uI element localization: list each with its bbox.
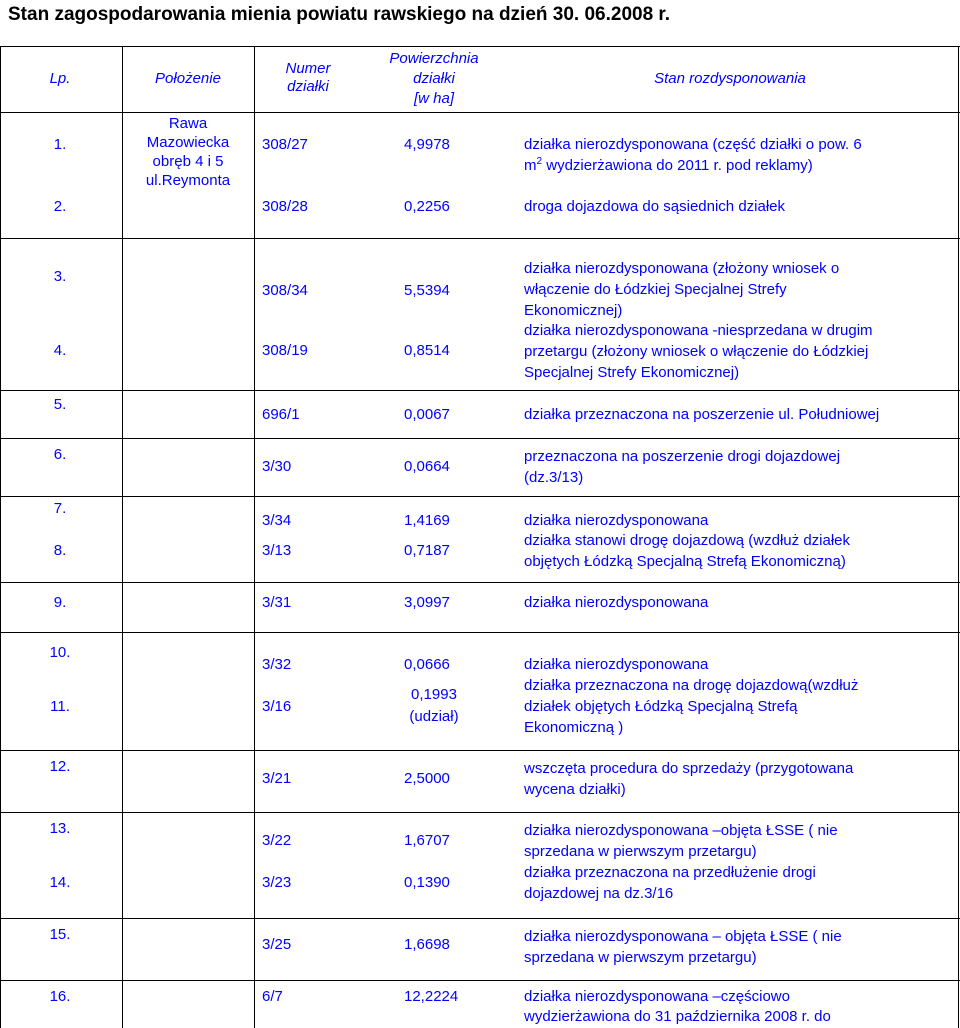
row-desc-line1: droga dojazdowa do sąsiednich działek: [524, 198, 786, 215]
row-desc-line1: wszczęta procedura do sprzedaży (przygotowana: [524, 760, 854, 777]
row-lp: 9.: [53, 594, 67, 611]
row-area: 4,9978: [404, 136, 450, 153]
row-desc-line1: działka nierozdysponowana (część działki o pow. 6: [524, 136, 862, 153]
row-desc-line2: przetargu (złożony wniosek o włączenie do Łódzkiej: [524, 343, 869, 360]
table-border-left: [0, 46, 1, 1028]
table-border-right: [958, 46, 959, 1028]
row-divider: [0, 390, 960, 391]
row-numer: 696/1: [262, 406, 300, 423]
row-numer: 3/22: [262, 832, 292, 849]
location-line4: ul.Reymonta: [145, 172, 231, 189]
table-border-top: [0, 46, 960, 47]
header-numer-line2: działki: [287, 78, 329, 95]
row-divider: [0, 438, 960, 439]
row-lp: 16.: [49, 988, 71, 1005]
row-desc-line1: działka nierozdysponowana – objęta ŁSSE ( nie: [524, 928, 842, 945]
row-lp: 2.: [53, 198, 67, 215]
row-desc-line1: działka stanowi drogę dojazdową (wzdłuż działek: [524, 532, 851, 549]
row-area: 1,6698: [404, 936, 450, 953]
row-divider: [0, 112, 960, 113]
header-pow-line3: [w ha]: [413, 90, 455, 107]
row-lp: 3.: [53, 268, 67, 285]
row-desc-line2: sprzedana w pierwszym przetargu): [524, 843, 757, 860]
row-lp: 12.: [49, 758, 71, 775]
row-area: 0,7187: [404, 542, 450, 559]
row-desc-line2: (dz.3/13): [524, 469, 584, 486]
row-numer: 308/19: [262, 342, 308, 359]
row-area: 0,1390: [404, 874, 450, 891]
row-desc-line2: sprzedana w pierwszym przetargu): [524, 949, 757, 966]
row-numer: 3/30: [262, 458, 292, 475]
header-pow-line2: działki: [413, 70, 455, 87]
row-lp: 6.: [53, 446, 67, 463]
row-desc-line1: działka nierozdysponowana –częściowo: [524, 988, 790, 1005]
row-numer: 3/21: [262, 770, 292, 787]
row-desc-line1: działka nierozdysponowana –objęta ŁSSE ( nie: [524, 822, 838, 839]
row-lp: 4.: [53, 342, 67, 359]
row-numer: 308/27: [262, 136, 308, 153]
row-lp: 8.: [53, 542, 67, 559]
row-area-note: (udział): [409, 708, 459, 725]
row-desc-line2: objętych Łódzką Specjalną Strefą Ekonomiczną): [524, 553, 846, 570]
row-desc-line1: działka nierozdysponowana (złożony wniosek o: [524, 260, 840, 277]
row-lp: 10.: [49, 644, 71, 661]
row-desc-line1: przeznaczona na poszerzenie drogi dojazdowej: [524, 448, 841, 465]
row-desc-line1: działka przeznaczona na poszerzenie ul. Południowej: [524, 406, 880, 423]
row-desc-line2: wycena działki): [524, 781, 626, 798]
header-lp: Lp.: [49, 70, 71, 87]
header-polozenie: Położenie: [155, 70, 221, 87]
row-lp: 1.: [53, 136, 67, 153]
row-numer: 3/13: [262, 542, 292, 559]
row-numer: 3/31: [262, 594, 292, 611]
row-area: 3,0997: [404, 594, 450, 611]
row-lp: 7.: [53, 500, 67, 517]
row-lp: 14.: [49, 874, 71, 891]
column-divider: [254, 46, 255, 1028]
row-divider: [0, 750, 960, 751]
row-desc-line1: działka przeznaczona na drogę dojazdową(wzdłuż: [524, 677, 859, 694]
row-divider: [0, 918, 960, 919]
row-area: 1,6707: [404, 832, 450, 849]
row-desc-line2: $m^2$ wydzierżawiona do 2011 r. pod reklamy): [524, 156, 813, 174]
row-divider: [0, 238, 960, 239]
row-area: 1,4169: [404, 512, 450, 529]
row-desc-line1: działka nierozdysponowana -niesprzedana w drugim: [524, 322, 873, 339]
row-area: 0,0067: [404, 406, 450, 423]
row-lp: 13.: [49, 820, 71, 837]
header-stan: Stan rozdysponowania: [654, 70, 806, 87]
row-divider: [0, 980, 960, 981]
row-desc-line2: włączenie do Łódzkiej Specjalnej Strefy: [524, 281, 787, 298]
row-desc-line1: działka przeznaczona na przedłużenie drogi: [524, 864, 816, 881]
row-desc-line1: działka nierozdysponowana: [524, 594, 709, 611]
row-numer: 308/28: [262, 198, 308, 215]
row-numer: 3/16: [262, 698, 292, 715]
header-pow-line1: Powierzchnia: [389, 50, 479, 67]
row-area: 0,8514: [404, 342, 450, 359]
row-lp: 5.: [53, 396, 67, 413]
row-area: 12,2224: [404, 988, 459, 1005]
row-numer: 308/34: [262, 282, 308, 299]
location-line2: Mazowiecka: [146, 134, 230, 151]
row-area: 0,0664: [404, 458, 450, 475]
column-divider: [122, 46, 123, 1028]
row-lp: 15.: [49, 926, 71, 943]
row-numer: 3/23: [262, 874, 292, 891]
row-area: 2,5000: [404, 770, 450, 787]
header-numer-line1: Numer: [285, 60, 331, 77]
row-numer: 3/34: [262, 512, 292, 529]
row-divider: [0, 496, 960, 497]
row-desc-line1: działka nierozdysponowana: [524, 656, 709, 673]
row-area: 0,1993: [411, 686, 457, 703]
row-area: 0,2256: [404, 198, 450, 215]
row-desc-line3: Ekonomiczną ): [524, 719, 624, 736]
row-area: 5,5394: [404, 282, 450, 299]
row-desc-line2: wydzierżawiona do 31 października 2008 r. do: [524, 1008, 831, 1025]
row-numer: 3/32: [262, 656, 292, 673]
row-desc-line1: działka nierozdysponowana: [524, 512, 709, 529]
row-numer: 3/25: [262, 936, 292, 953]
row-divider: [0, 582, 960, 583]
location-line1: Rawa: [168, 115, 208, 132]
row-desc-line3: Ekonomicznej): [524, 302, 623, 319]
row-divider: [0, 812, 960, 813]
row-area: 0,0666: [404, 656, 450, 673]
row-desc-line3: Specjalnej Strefy Ekonomicznej): [524, 364, 740, 381]
row-lp: 11.: [50, 698, 70, 715]
row-divider: [0, 632, 960, 633]
row-desc-line2: działek objętych Łódzką Specjalną Strefą: [524, 698, 798, 715]
page-title: Stan zagospodarowania mienia powiatu rawskiego na dzień 30. 06.2008 r.: [8, 4, 671, 25]
row-numer: 6/7: [262, 988, 283, 1005]
row-desc-line2: dojazdowej na dz.3/16: [524, 885, 674, 902]
location-line3: obręb 4 i 5: [152, 153, 224, 170]
